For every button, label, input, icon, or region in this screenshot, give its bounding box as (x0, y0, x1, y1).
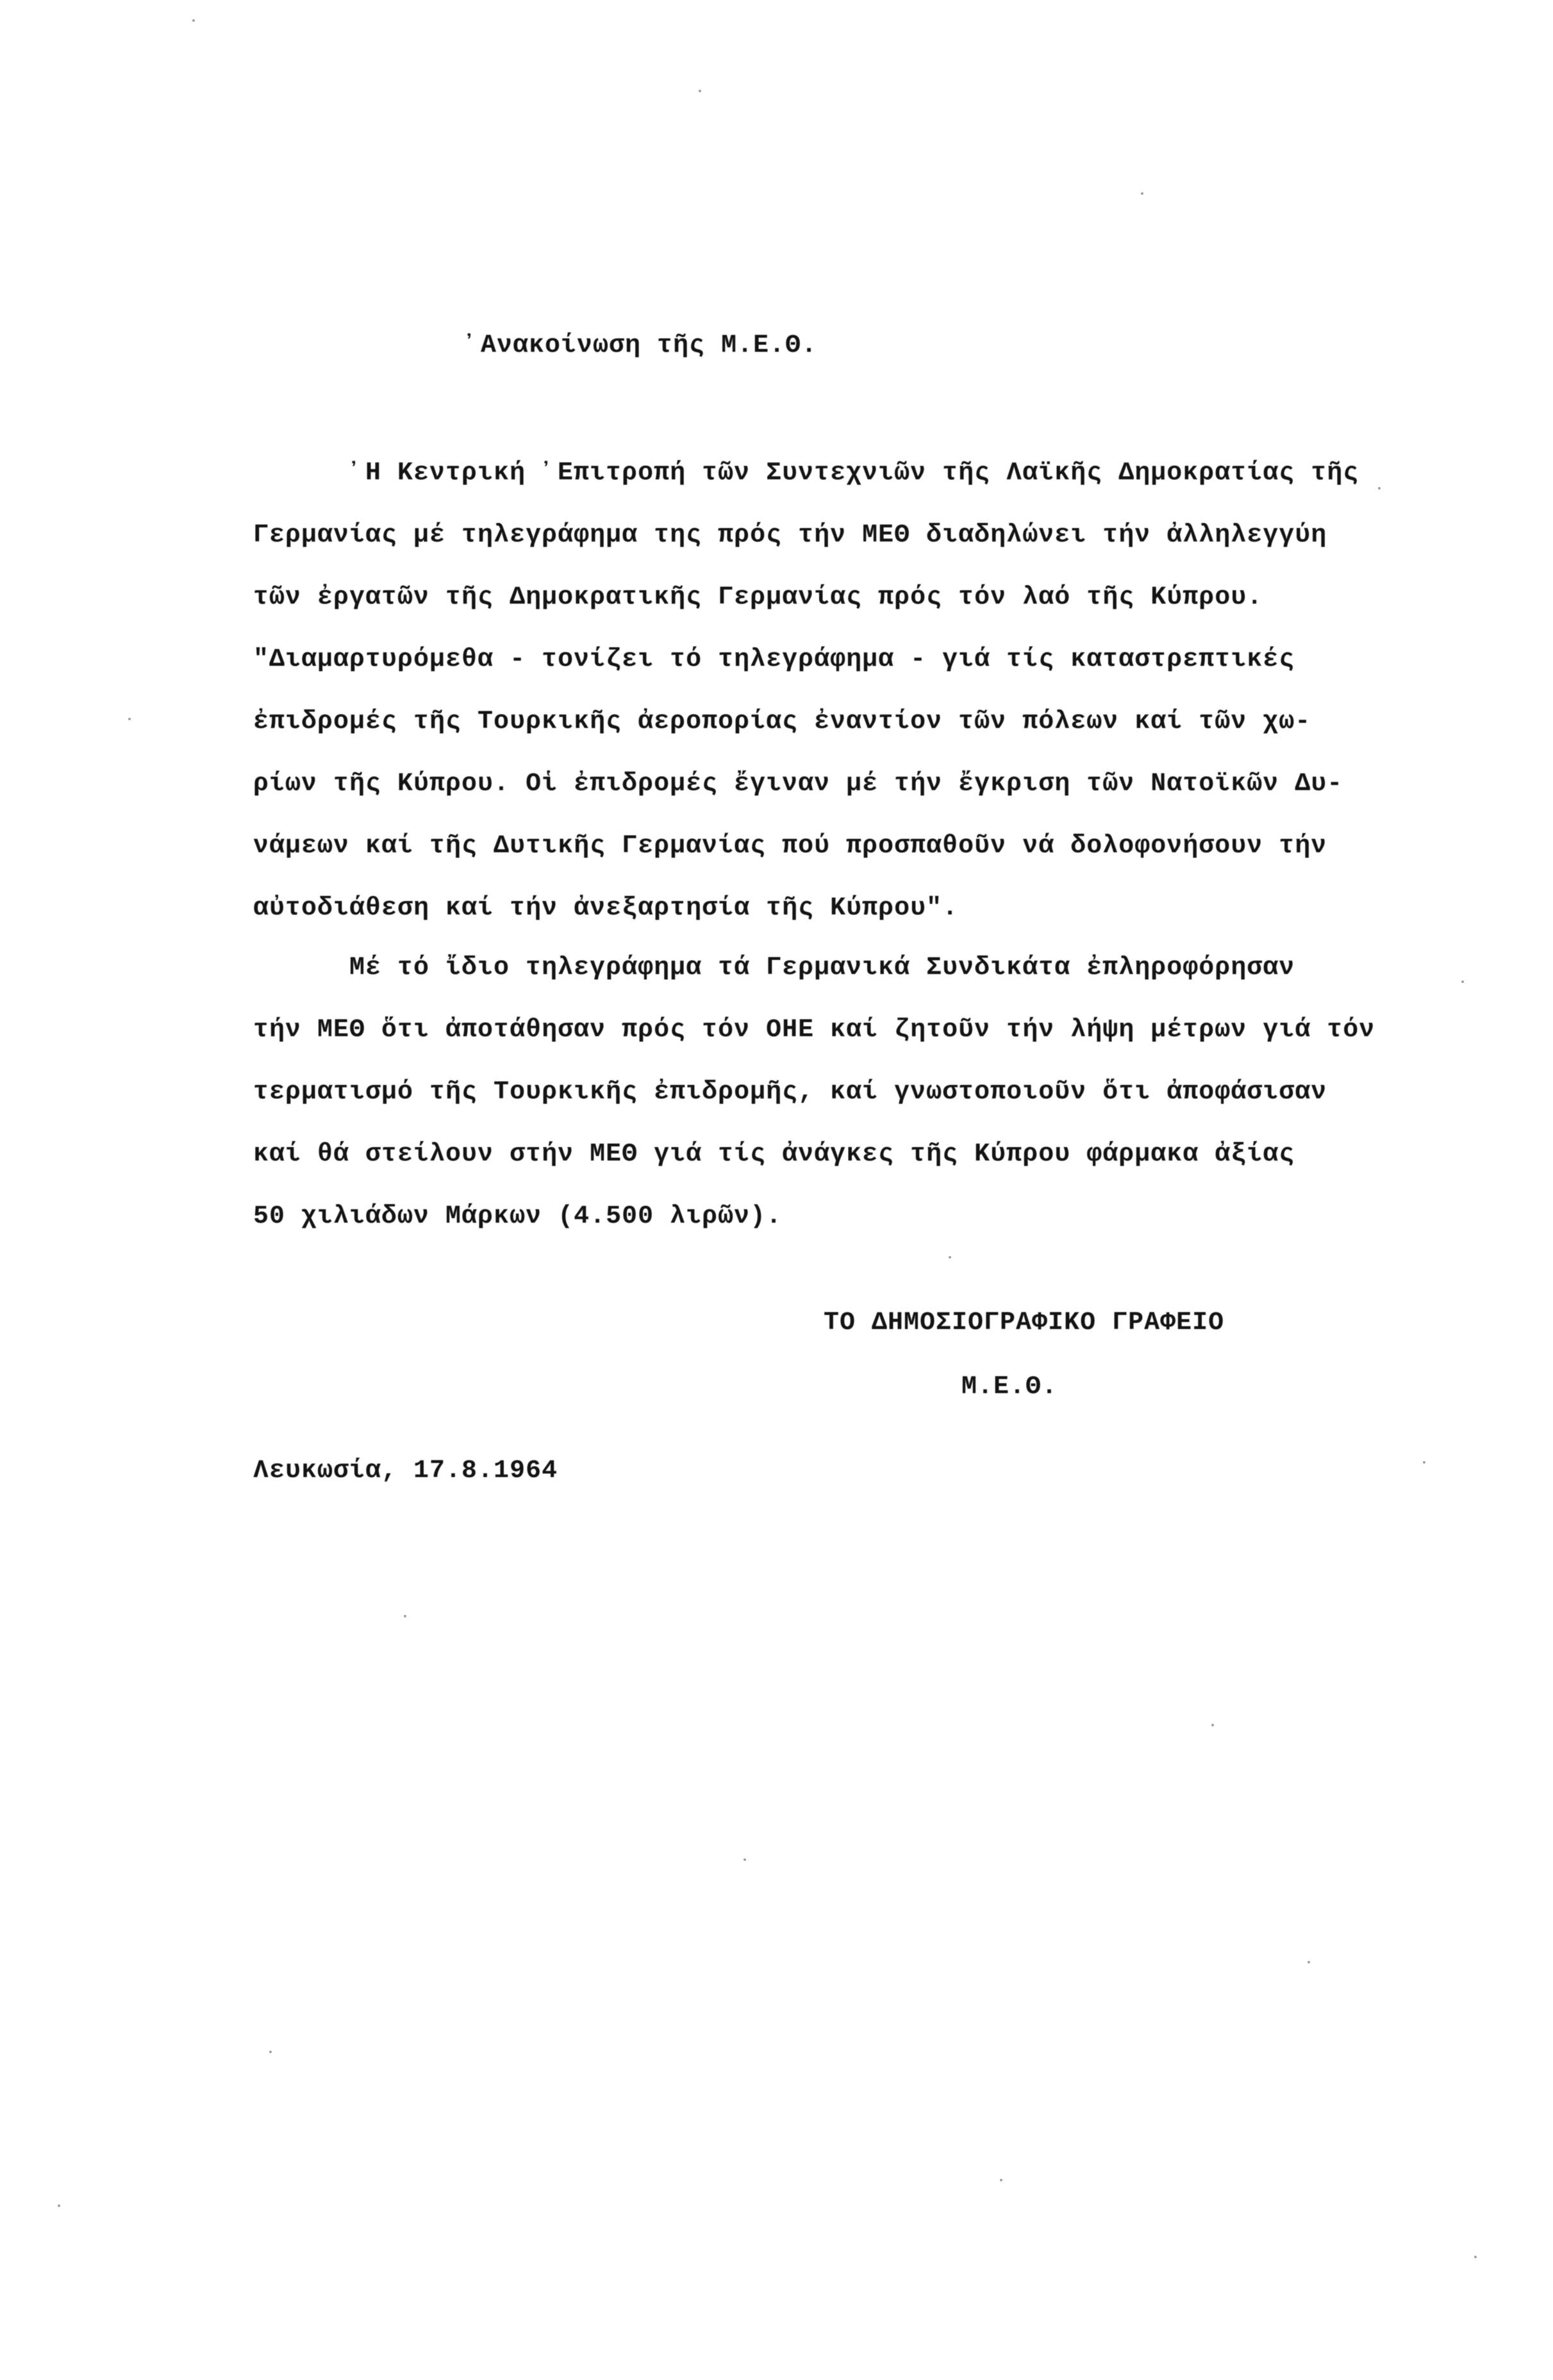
scan-speck (404, 1615, 406, 1617)
paragraph-2-line: τερματισμό τῆς Τουρκικῆς ἐπιδρομῆς, καί γνωστοποιοῦν ὅτι ἀποφάσισαν (253, 1078, 1327, 1107)
paragraph-2 (253, 937, 1375, 1248)
signature-office: ΤΟ ΔΗΜΟΣΙΟΓΡΑΦΙΚΟ ΓΡΑΦΕΙΟ (824, 1309, 1225, 1337)
paragraph-2-line: καί θά στείλουν στήν ΜΕΘ γιά τίς ἀνάγκες τῆς Κύπρου φάρμακα ἀξίας (253, 1140, 1295, 1169)
scan-speck (949, 1256, 951, 1259)
place-date: Λευκωσία, 17.8.1964 (253, 1457, 558, 1485)
signature-block (824, 1291, 1224, 1419)
scan-speck (1211, 1724, 1214, 1726)
paragraph-1-line: ᾿Η Κεντρική ᾿Επιτροπή τῶν Συντεχνιῶν τῆς Λαϊκῆς Δημοκρατίας τῆς (349, 459, 1359, 488)
paragraph-1-line: ρίων τῆς Κύπρου. Οἱ ἐπιδρομές ἔγιναν μέ τήν ἔγκριση τῶν Νατοϊκῶν Δυ- (253, 770, 1343, 798)
scan-speck (269, 2051, 272, 2053)
signature-org: Μ.Ε.Θ. (961, 1373, 1058, 1401)
scan-speck (128, 718, 131, 720)
paragraph-1-line: αὐτοδιάθεση καί τήν ἀνεξαρτησία τῆς Κύπρου". (253, 894, 959, 923)
scan-speck (1000, 2179, 1002, 2181)
scan-speck (699, 90, 701, 92)
scan-speck (1474, 2256, 1477, 2258)
scan-speck (1423, 1461, 1425, 1464)
paragraph-2-line: Μέ τό ἴδιο τηλεγράφημα τά Γερμανικά Συνδικάτα ἐπληροφόρησαν (349, 954, 1295, 982)
paragraph-2-line: τήν ΜΕΘ ὅτι ἀποτάθησαν πρός τόν ΟΗΕ καί ζητοῦν τήν λήψη μέτρων γιά τόν (253, 1016, 1375, 1045)
scan-speck (192, 19, 195, 22)
paragraph-1-line: "Διαμαρτυρόμεθα - τονίζει τό τηλεγράφημα - γιά τίς καταστρεπτικές (253, 645, 1295, 674)
scan-speck (743, 1858, 746, 1861)
paragraph-1 (253, 442, 1359, 939)
paragraph-1-line: νάμεων καί τῆς Δυτικῆς Γερμανίας πού προσπαθοῦν νά δολοφονήσουν τήν (253, 832, 1327, 861)
scan-speck (1308, 1961, 1310, 1963)
paragraph-2-line: 50 χιλιάδων Μάρκων (4.500 λιρῶν). (253, 1202, 783, 1231)
scan-speck (58, 2204, 60, 2207)
document-title: ᾿Ανακοίνωση τῆς Μ.Ε.Θ. (465, 331, 818, 360)
scan-speck (1141, 192, 1143, 195)
paragraph-1-line: ἐπιδρομές τῆς Τουρκικῆς ἀεροπορίας ἐναντίον τῶν πόλεων καί τῶν χω- (253, 707, 1311, 736)
paragraph-1-line: τῶν ἐργατῶν τῆς Δημοκρατικῆς Γερμανίας πρός τόν λαό τῆς Κύπρου. (253, 583, 1263, 612)
scan-speck (1378, 487, 1381, 490)
scan-speck (1461, 980, 1464, 983)
paragraph-1-line: Γερμανίας μέ τηλεγράφημα της πρός τήν ΜΕΘ διαδηλώνει τήν ἀλληλεγγύη (253, 521, 1327, 550)
